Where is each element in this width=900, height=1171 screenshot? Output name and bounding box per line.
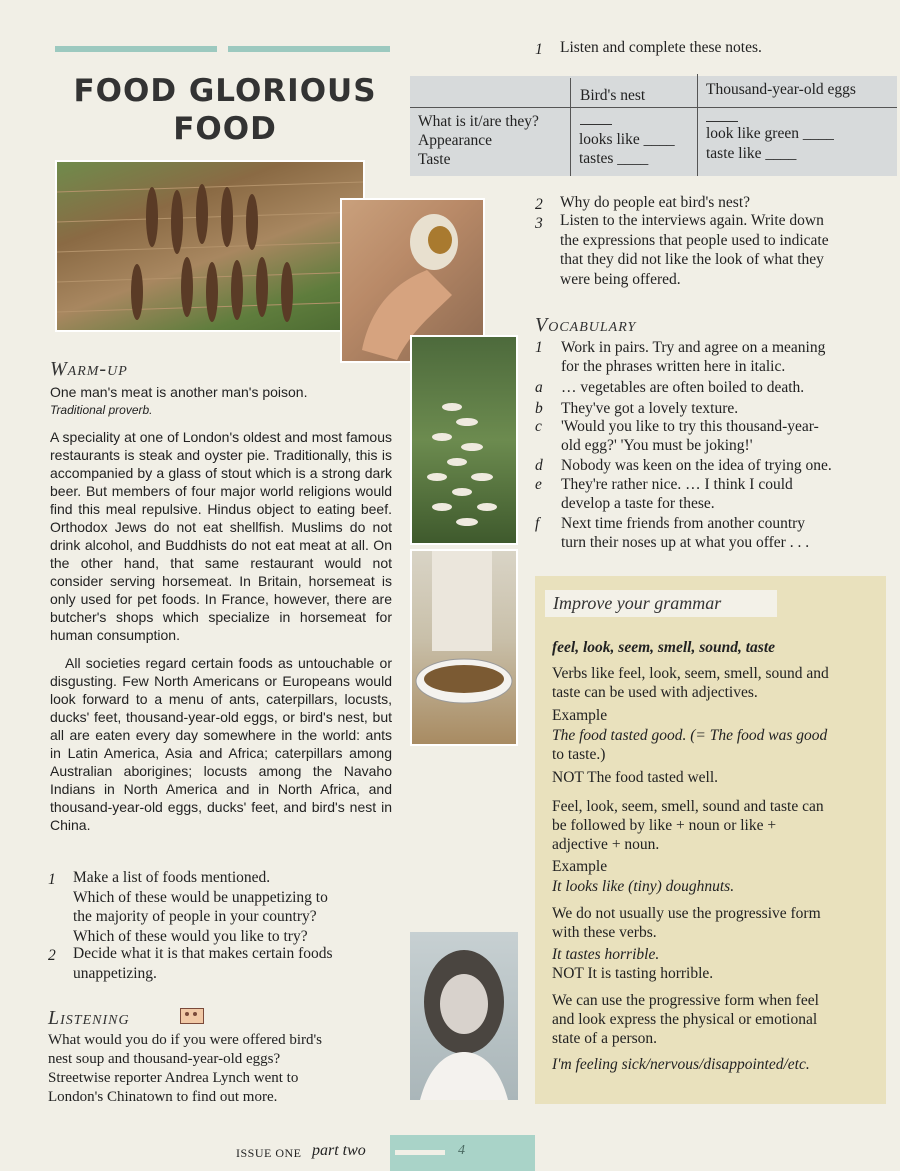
table-col-rule-1 xyxy=(570,78,571,176)
grammar-line: adjective + noun. xyxy=(552,836,660,853)
proverb: One man's meat is another man's poison. xyxy=(50,384,308,400)
te-appearance: look like green ____ xyxy=(706,125,834,142)
right-q3 xyxy=(560,211,890,289)
warmup-body-1: A speciality at one of London's oldest and most famous restaurants is steak and oyster pie. Traditionally, this is accompanied by a glass of stout which is a strong dark beer. But members of four major world religions would find this meal repulsive. Hindus object to eating beef. Orthodox Jews do not eat shellfish. Muslims do not drink alcohol, and Buddhists do not eat meat at all. On the other hand, that same restaurant would not consider serving horsemeat. In Britain, horsemeat is only used for pet foods. In France, however, there are butcher's shops which specialize in horsemeat for human consumption. xyxy=(50,429,392,643)
portrait-photo xyxy=(410,932,518,1100)
q3-line: that they did not like the look of what they xyxy=(560,251,824,268)
blank-eggs-what xyxy=(706,121,738,122)
row-taste: Taste xyxy=(418,151,451,168)
cassette-icon xyxy=(180,1008,204,1024)
q1-line: the majority of people in your country? xyxy=(73,908,317,925)
top-accent-bar-left xyxy=(55,46,217,52)
right-q3-number: 3 xyxy=(535,215,543,232)
grammar-line: I'm feeling sick/nervous/disappointed/etc. xyxy=(552,1056,810,1073)
grammar-line: NOT The food tasted well. xyxy=(552,769,719,786)
vocab-text: Next time friends from another country xyxy=(561,515,806,532)
row-appearance: Appearance xyxy=(418,132,493,149)
grammar-line: It tastes horrible. xyxy=(552,946,660,963)
grammar-line: It looks like (tiny) doughnuts. xyxy=(552,878,735,895)
title-line-2: FOOD xyxy=(173,111,277,147)
vocab-intro-line: Work in pairs. Try and agree on a meaning xyxy=(561,339,826,356)
vocab-letter: a xyxy=(535,379,543,396)
grammar-line: state of a person. xyxy=(552,1030,658,1047)
title-line-1: FOOD GLORIOUS xyxy=(73,73,377,109)
table-header-rule xyxy=(410,107,897,108)
bn-taste: tastes ____ xyxy=(579,150,649,167)
grammar-line: and look express the physical or emotional xyxy=(552,1011,818,1028)
grammar-subtitle: feel, look, seem, smell, sound, taste xyxy=(552,639,776,656)
grammar-line: be followed by like + noun or like + xyxy=(552,817,777,834)
question-2 xyxy=(73,944,393,983)
q2-line: unappetizing. xyxy=(73,964,157,982)
vocab-letter: b xyxy=(535,400,543,417)
vocab-intro-line: for the phrases written here in italic. xyxy=(561,358,786,375)
right-q2: Why do people eat bird's nest? xyxy=(560,194,751,211)
right-q1-number: 1 xyxy=(535,41,543,58)
grammar-line: We do not usually use the progressive form xyxy=(552,905,821,922)
q1-line: Which of these would be unappetizing to xyxy=(73,888,328,906)
question-1 xyxy=(73,868,393,946)
vocab-text: Nobody was keen on the idea of trying one. xyxy=(561,457,832,474)
grammar-line: Feel, look, seem, smell, sound and taste can xyxy=(552,798,824,815)
grammar-line: Example xyxy=(552,707,608,724)
vocab-text: turn their noses up at what you offer . . . xyxy=(561,534,810,551)
grammar-line: Verbs like feel, look, seem, smell, sound and xyxy=(552,665,829,682)
q2-line: Decide what it is that makes certain foods xyxy=(73,945,333,962)
grammar-line: NOT It is tasting horrible. xyxy=(552,965,714,982)
vocab-letter: f xyxy=(535,515,540,532)
vocab-text: old egg?' 'You must be joking!' xyxy=(561,437,753,454)
vocab-text: They've got a lovely texture. xyxy=(561,400,739,417)
vocab-text: … vegetables are often boiled to death. xyxy=(561,379,805,396)
vocab-text: 'Would you like to try this thousand-year- xyxy=(561,418,819,435)
bn-appearance: looks like ____ xyxy=(579,131,675,148)
table-col-birds-nest: Bird's nest xyxy=(580,87,646,104)
question-2-number: 2 xyxy=(48,947,56,964)
grammar-line: with these verbs. xyxy=(552,924,657,941)
listening-line: What would you do if you were offered bird's xyxy=(48,1032,323,1048)
right-q1: Listen and complete these notes. xyxy=(560,39,762,56)
q3-line: were being offered. xyxy=(560,270,681,288)
question-1-number: 1 xyxy=(48,871,56,888)
grammar-line: to taste.) xyxy=(552,746,606,763)
vocab-text: They're rather nice. … I think I could xyxy=(561,476,793,493)
table-col-rule-2 xyxy=(697,74,698,176)
right-q2-number: 2 xyxy=(535,196,543,213)
top-accent-bar-right xyxy=(228,46,390,52)
vocab-letter: c xyxy=(535,418,542,435)
q3-line: the expressions that people used to indicate xyxy=(560,231,829,249)
footer-page-tab xyxy=(390,1135,535,1171)
grubs-photo xyxy=(410,335,518,545)
grammar-title: Improve your grammar xyxy=(545,590,777,617)
warmup-heading: Warm-up xyxy=(50,358,128,380)
grammar-line: taste can be used with adjectives. xyxy=(552,684,758,701)
q3-line: Listen to the interviews again. Write down xyxy=(560,212,824,229)
q1-line: Which of these would you like to try? xyxy=(73,927,308,945)
proverb-source: Traditional proverb. xyxy=(50,403,153,417)
row-what: What is it/are they? xyxy=(418,113,539,130)
grammar-line: We can use the progressive form when feel xyxy=(552,992,819,1009)
footer-part: part two xyxy=(312,1142,366,1159)
q1-line: Make a list of foods mentioned. xyxy=(73,869,271,886)
insects-photo xyxy=(55,160,365,332)
grammar-line: The food tasted good. (= The food was good xyxy=(552,727,828,744)
table-col-eggs: Thousand-year-old eggs xyxy=(706,81,856,98)
listening-intro xyxy=(48,1031,388,1107)
listening-heading: Listening xyxy=(48,1007,130,1029)
page-title xyxy=(60,72,390,148)
grammar-line: Example xyxy=(552,858,608,875)
footer-bar xyxy=(395,1150,445,1155)
vocab-letter: d xyxy=(535,457,543,474)
footer-page-number: 4 xyxy=(458,1143,465,1158)
listening-line: nest soup and thousand-year-old eggs? xyxy=(48,1051,281,1067)
blank-birds-nest-what xyxy=(580,124,612,125)
vocab-intro-number: 1 xyxy=(535,339,543,356)
te-taste: taste like ____ xyxy=(706,145,797,162)
listening-line: Streetwise reporter Andrea Lynch went to xyxy=(48,1070,299,1086)
listening-line: London's Chinatown to find out more. xyxy=(48,1089,278,1105)
warmup-body-2: All societies regard certain foods as untouchable or disgusting. Few North Americans or Europeans would look forward to a menu of ants, caterpillars, locusts, ducks' feet, thousand-year-old eggs, or bird's nest, but all are eaten every day somewhere in the world: ants in Latin America, Asia and Africa; caterpillars among Australian aborigines; locusts among the Navaho Indians in North America and in North Africa, and thousand-year-old eggs, ducks' feet, and bird's nest in China. xyxy=(50,655,392,833)
vocabulary-heading: Vocabulary xyxy=(535,314,637,336)
vocab-text: develop a taste for these. xyxy=(561,495,715,512)
footer-issue: ISSUE ONE xyxy=(236,1146,302,1160)
pot-photo xyxy=(410,549,518,746)
vocab-letter: e xyxy=(535,476,542,493)
